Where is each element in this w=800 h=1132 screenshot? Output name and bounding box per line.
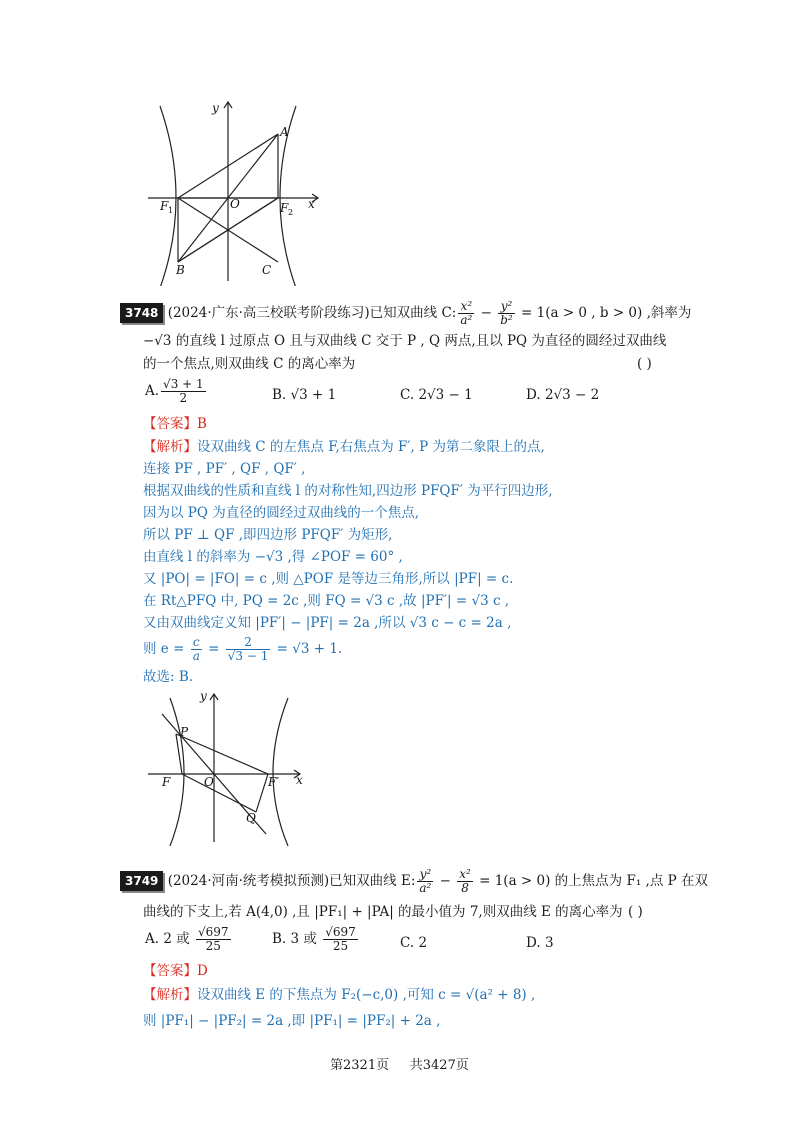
option-A-frac: $\frac{√3 + 1}{2}$ bbox=[163, 377, 204, 405]
label-O: O bbox=[230, 197, 240, 211]
analysis-3748-final: 则 e = $\frac{c}{a}$ = $\frac{2}{√3 - 1}$ = √3 + 1. bbox=[143, 635, 343, 663]
answer-3748: 【答案】B bbox=[143, 416, 207, 432]
analysis-3748-conclusion: 故选: B. bbox=[143, 669, 194, 685]
equation-frac-2: $\frac{\text{y²}}{\text{b²}}$ bbox=[500, 299, 513, 327]
analysis-3749: 【解析】设双曲线 E 的下焦点为 F₂(−c,0) ,可知 c = √(a² + 8) , 则 |PF₁| − |PF₂| = 2a ,即 |PF₁| = |PF₂| + 2a , bbox=[143, 987, 536, 1029]
figure-hyperbola-1 bbox=[140, 96, 330, 286]
page-number: 第2321页 bbox=[330, 1058, 390, 1073]
equation-frac-1: $\frac{\text{y²}}{\text{a²}}$ bbox=[419, 867, 432, 895]
question-3748-paren: ( ) bbox=[637, 356, 652, 372]
label-F1-sub: 1 bbox=[168, 206, 174, 215]
option-C[interactable]: C. 2 bbox=[400, 935, 428, 951]
hyperbola-left-branch bbox=[160, 106, 176, 286]
option-A[interactable]: A. 2 或 $\frac{√697}{25}$ bbox=[145, 925, 229, 953]
question-source: (2024·广东·高三校联考阶段练习)已知双曲线 C: bbox=[167, 305, 457, 321]
label-y: y bbox=[212, 101, 219, 115]
label-Q: Q bbox=[246, 811, 256, 825]
question-number: 3749 bbox=[120, 871, 163, 891]
question-3748-line1: 3748 (2024·广东·高三校联考阶段练习)已知双曲线 C: $\frac{\text{x²}}{\text{a²}}$ − $\frac{\text{y²}}{\text{b²}}$ = 1(a > 0 , b > 0) ,斜率为 bbox=[120, 300, 691, 327]
total-pages: 共3427页 bbox=[409, 1058, 469, 1073]
label-C: C bbox=[262, 263, 272, 277]
line-Fprime-Q bbox=[256, 774, 268, 812]
option-D[interactable]: D. 3 bbox=[526, 935, 554, 951]
label-F2: F bbox=[280, 201, 289, 215]
label-y: y bbox=[200, 689, 207, 703]
answer-3749: 【答案】D bbox=[143, 963, 208, 979]
equation-frac-1: $\frac{\text{x²}}{\text{a²}}$ bbox=[460, 299, 473, 327]
equation-rest: = 1(a > 0 , b > 0) ,斜率为 bbox=[516, 305, 692, 321]
question-source: (2024·河南·统考模拟预测)已知双曲线 E: bbox=[167, 873, 416, 889]
equation-rest: = 1(a > 0) 的上焦点为 F₁ ,点 P 在双 bbox=[474, 873, 708, 889]
question-3749-line1: 3749 (2024·河南·统考模拟预测)已知双曲线 E: $\frac{\text{y²}}{\text{a²}}$ − $\frac{\text{x²}}{8}$ = 1(a > 0) 的上焦点为 F₁ ,点 P 在双 bbox=[120, 868, 708, 895]
option-B[interactable]: B. 3 或 $\frac{√697}{25}$ bbox=[272, 925, 356, 953]
label-B: B bbox=[176, 263, 185, 277]
question-3749-line2: 曲线的下支上,若 A(4,0) ,且 |PF₁| + |PA| 的最小值为 7,则双曲线 E 的离心率为 bbox=[143, 904, 623, 920]
question-3749-paren: ( ) bbox=[628, 904, 643, 920]
label-P: P bbox=[180, 725, 189, 739]
label-F2-sub: 2 bbox=[288, 208, 294, 217]
label-Fprime: F′ bbox=[268, 775, 280, 789]
line-P-Fprime bbox=[176, 734, 268, 774]
question-3748-line2: −√3 的直线 l 过原点 O 且与双曲线 C 交于 P , Q 两点,且以 PQ 为直径的圆经过双曲线 bbox=[143, 333, 667, 349]
question-3748-line3: 的一个焦点,则双曲线 C 的离心率为 bbox=[143, 356, 356, 372]
hyperbola-right-branch bbox=[273, 698, 288, 846]
equation-frac-2: $\frac{\text{x²}}{8}$ bbox=[459, 867, 471, 895]
label-x: x bbox=[308, 197, 315, 211]
option-D[interactable]: D. 2√3 − 2 bbox=[526, 387, 600, 403]
label-F: F bbox=[162, 775, 171, 789]
analysis-3748: 【解析】设双曲线 C 的左焦点 F,右焦点为 F′, P 为第二象限上的点, 连接 PF , PF′ , QF , QF′ , 根据双曲线的性质和直线 l 的对称性知,四边形 PFQF′ 为平行四边形, 因为以 PQ 为直径的圆经过双曲线的一个焦点, 所以 PF ⊥ QF ,即四边形 PFQF′ 为矩形, 由直线 l 的斜率为 −√3 ,得 ∠POF = 60° , 又 |PO| = |FO| = c ,则 △POF 是等边三角形,所以 |PF| = c. 在 Rt△PFQ 中, PQ = 2c ,则 FQ = √3 c ,故 |PF′| = √3 c , 又由双曲线定义知 |PF′| − |PF| = 2a ,所以 √3 c − c = 2a , bbox=[143, 439, 553, 631]
label-A: A bbox=[280, 125, 289, 139]
label-O: O bbox=[204, 775, 214, 789]
question-number: 3748 bbox=[120, 303, 163, 323]
label-F1: F bbox=[160, 199, 169, 213]
option-B[interactable]: B. √3 + 1 bbox=[272, 387, 337, 403]
figure-hyperbola-2 bbox=[140, 686, 310, 846]
page-footer bbox=[330, 1054, 469, 1073]
label-x: x bbox=[296, 773, 303, 787]
option-A[interactable]: A. $\frac{√3 + 1}{2}$ bbox=[145, 377, 204, 405]
option-C[interactable]: C. 2√3 − 1 bbox=[400, 387, 473, 403]
